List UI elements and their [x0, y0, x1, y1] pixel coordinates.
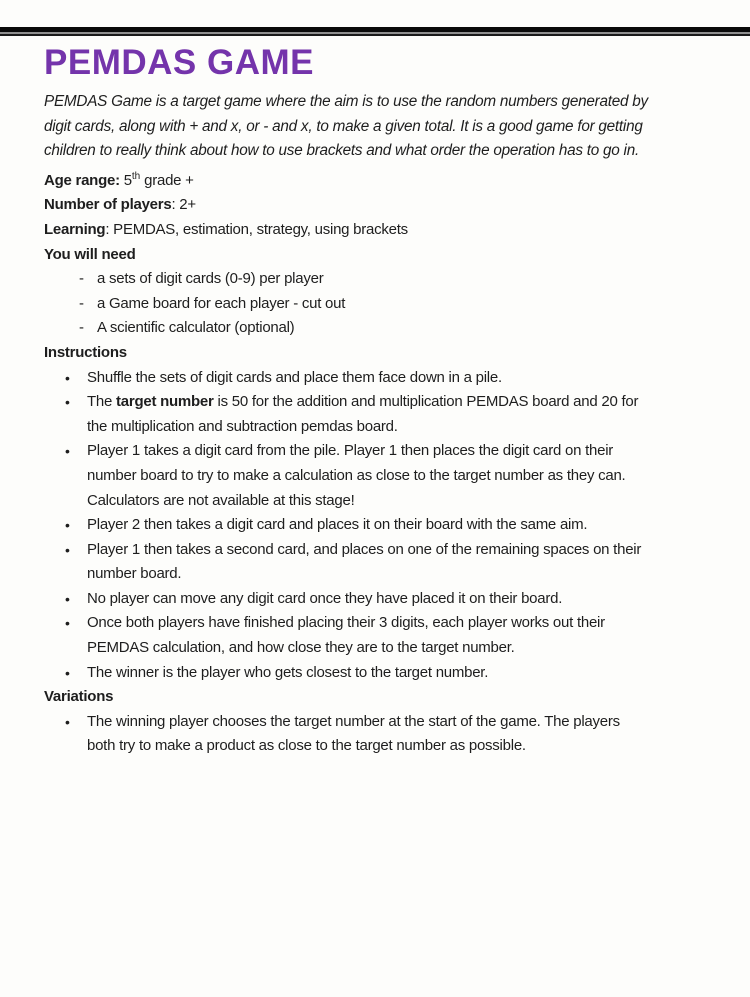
intro-paragraph — [44, 90, 716, 164]
instructions-list — [44, 366, 716, 686]
materials-list — [44, 267, 716, 341]
text-segment: The winning player chooses the target number at the start of the game. The players — [87, 712, 620, 730]
meta-label: Learning — [44, 220, 106, 238]
text-segment: Shuffle the sets of digit cards and place them face down in a pile. — [87, 368, 502, 386]
text-segment: PEMDAS calculation, and how close they are to the target number. — [87, 639, 515, 657]
bullet-icon: • — [65, 664, 70, 681]
materials-item — [44, 267, 716, 292]
document-page — [0, 27, 750, 997]
text-segment: is 50 for the addition and multiplication PEMDAS board and 20 for — [213, 393, 639, 411]
text-segment: The — [87, 393, 117, 411]
instruction-item — [44, 538, 716, 563]
instruction-item — [44, 390, 716, 415]
bullet-icon: • — [65, 517, 70, 534]
meta-section — [44, 169, 716, 267]
text-segment: both try to make a product as close to the target number as possible. — [87, 737, 526, 755]
meta-row: Learning: PEMDAS, estimation, strategy, using brackets — [44, 220, 408, 238]
materials-item-text: A scientific calculator (optional) — [97, 319, 295, 337]
bullet-icon: • — [65, 394, 70, 411]
instruction-item — [44, 415, 716, 440]
dash-icon: - — [79, 270, 84, 288]
intro-line: PEMDAS Game is a target game where the aim is to use the random numbers generated by — [44, 93, 648, 110]
variation-item — [44, 734, 716, 759]
instruction-item — [44, 464, 716, 489]
bullet-icon: • — [65, 369, 70, 386]
text-segment: number board to try to make a calculation as close to the target number as they can. — [87, 466, 626, 484]
meta-row: Number of players: 2+ — [44, 196, 196, 214]
body-block — [44, 169, 716, 759]
materials-item — [44, 292, 716, 317]
meta-label: Number of players — [44, 196, 172, 214]
text-segment: Player 1 then takes a second card, and places on one of the remaining spaces on their — [87, 540, 642, 558]
text-segment: Once both players have finished placing their 3 digits, each player works out their — [87, 614, 605, 632]
instruction-item — [44, 661, 716, 686]
meta-label: You will need — [44, 245, 136, 263]
intro-line: children to really think about how to use brackets and what order the operation has to go in. — [44, 142, 639, 160]
bullet-icon: • — [65, 590, 70, 607]
materials-item-text: a Game board for each player - cut out — [97, 294, 346, 312]
meta-row: Age range: 5th grade + — [44, 170, 194, 189]
bullet-icon: • — [65, 443, 70, 460]
meta-label: Age range: — [44, 171, 120, 189]
text-segment: The winner is the player who gets closest to the target number. — [87, 663, 489, 681]
instruction-item — [44, 562, 716, 587]
materials-item — [44, 316, 716, 341]
page-title: PEMDAS GAME — [44, 43, 314, 82]
text-segment: number board. — [87, 565, 182, 583]
page-content — [44, 44, 716, 759]
text-segment: the multiplication and subtraction pemdas board. — [87, 417, 398, 435]
bold-text: target number — [116, 393, 214, 411]
dash-icon: - — [79, 294, 84, 312]
instructions-heading: Instructions — [44, 343, 127, 361]
instruction-item — [44, 636, 716, 661]
instruction-item — [44, 587, 716, 612]
variation-item — [44, 710, 716, 735]
intro-line: digit cards, along with + and x, or - and x, to make a given total. It is a good game for getting — [44, 117, 643, 135]
instruction-item — [44, 366, 716, 391]
variations-list — [44, 710, 716, 759]
instruction-item — [44, 489, 716, 514]
instruction-item — [44, 439, 716, 464]
variations-heading: Variations — [44, 688, 114, 706]
meta-row — [44, 243, 716, 268]
bullet-icon: • — [65, 541, 70, 558]
materials-item-text: a sets of digit cards (0-9) per player — [97, 270, 324, 288]
top-border-bar — [0, 27, 750, 36]
instruction-item — [44, 611, 716, 636]
dash-icon: - — [79, 319, 84, 337]
ordinal-suffix: th — [131, 170, 141, 182]
text-segment: Player 1 takes a digit card from the pile. Player 1 then places the digit card on their — [87, 442, 614, 460]
bullet-icon: • — [65, 615, 70, 632]
instruction-item — [44, 513, 716, 538]
bullet-icon: • — [65, 713, 70, 730]
text-segment: Player 2 then takes a digit card and places it on their board with the same aim. — [87, 516, 588, 534]
text-segment: No player can move any digit card once they have placed it on their board. — [87, 589, 563, 607]
text-segment: Calculators are not available at this stage! — [87, 491, 355, 509]
